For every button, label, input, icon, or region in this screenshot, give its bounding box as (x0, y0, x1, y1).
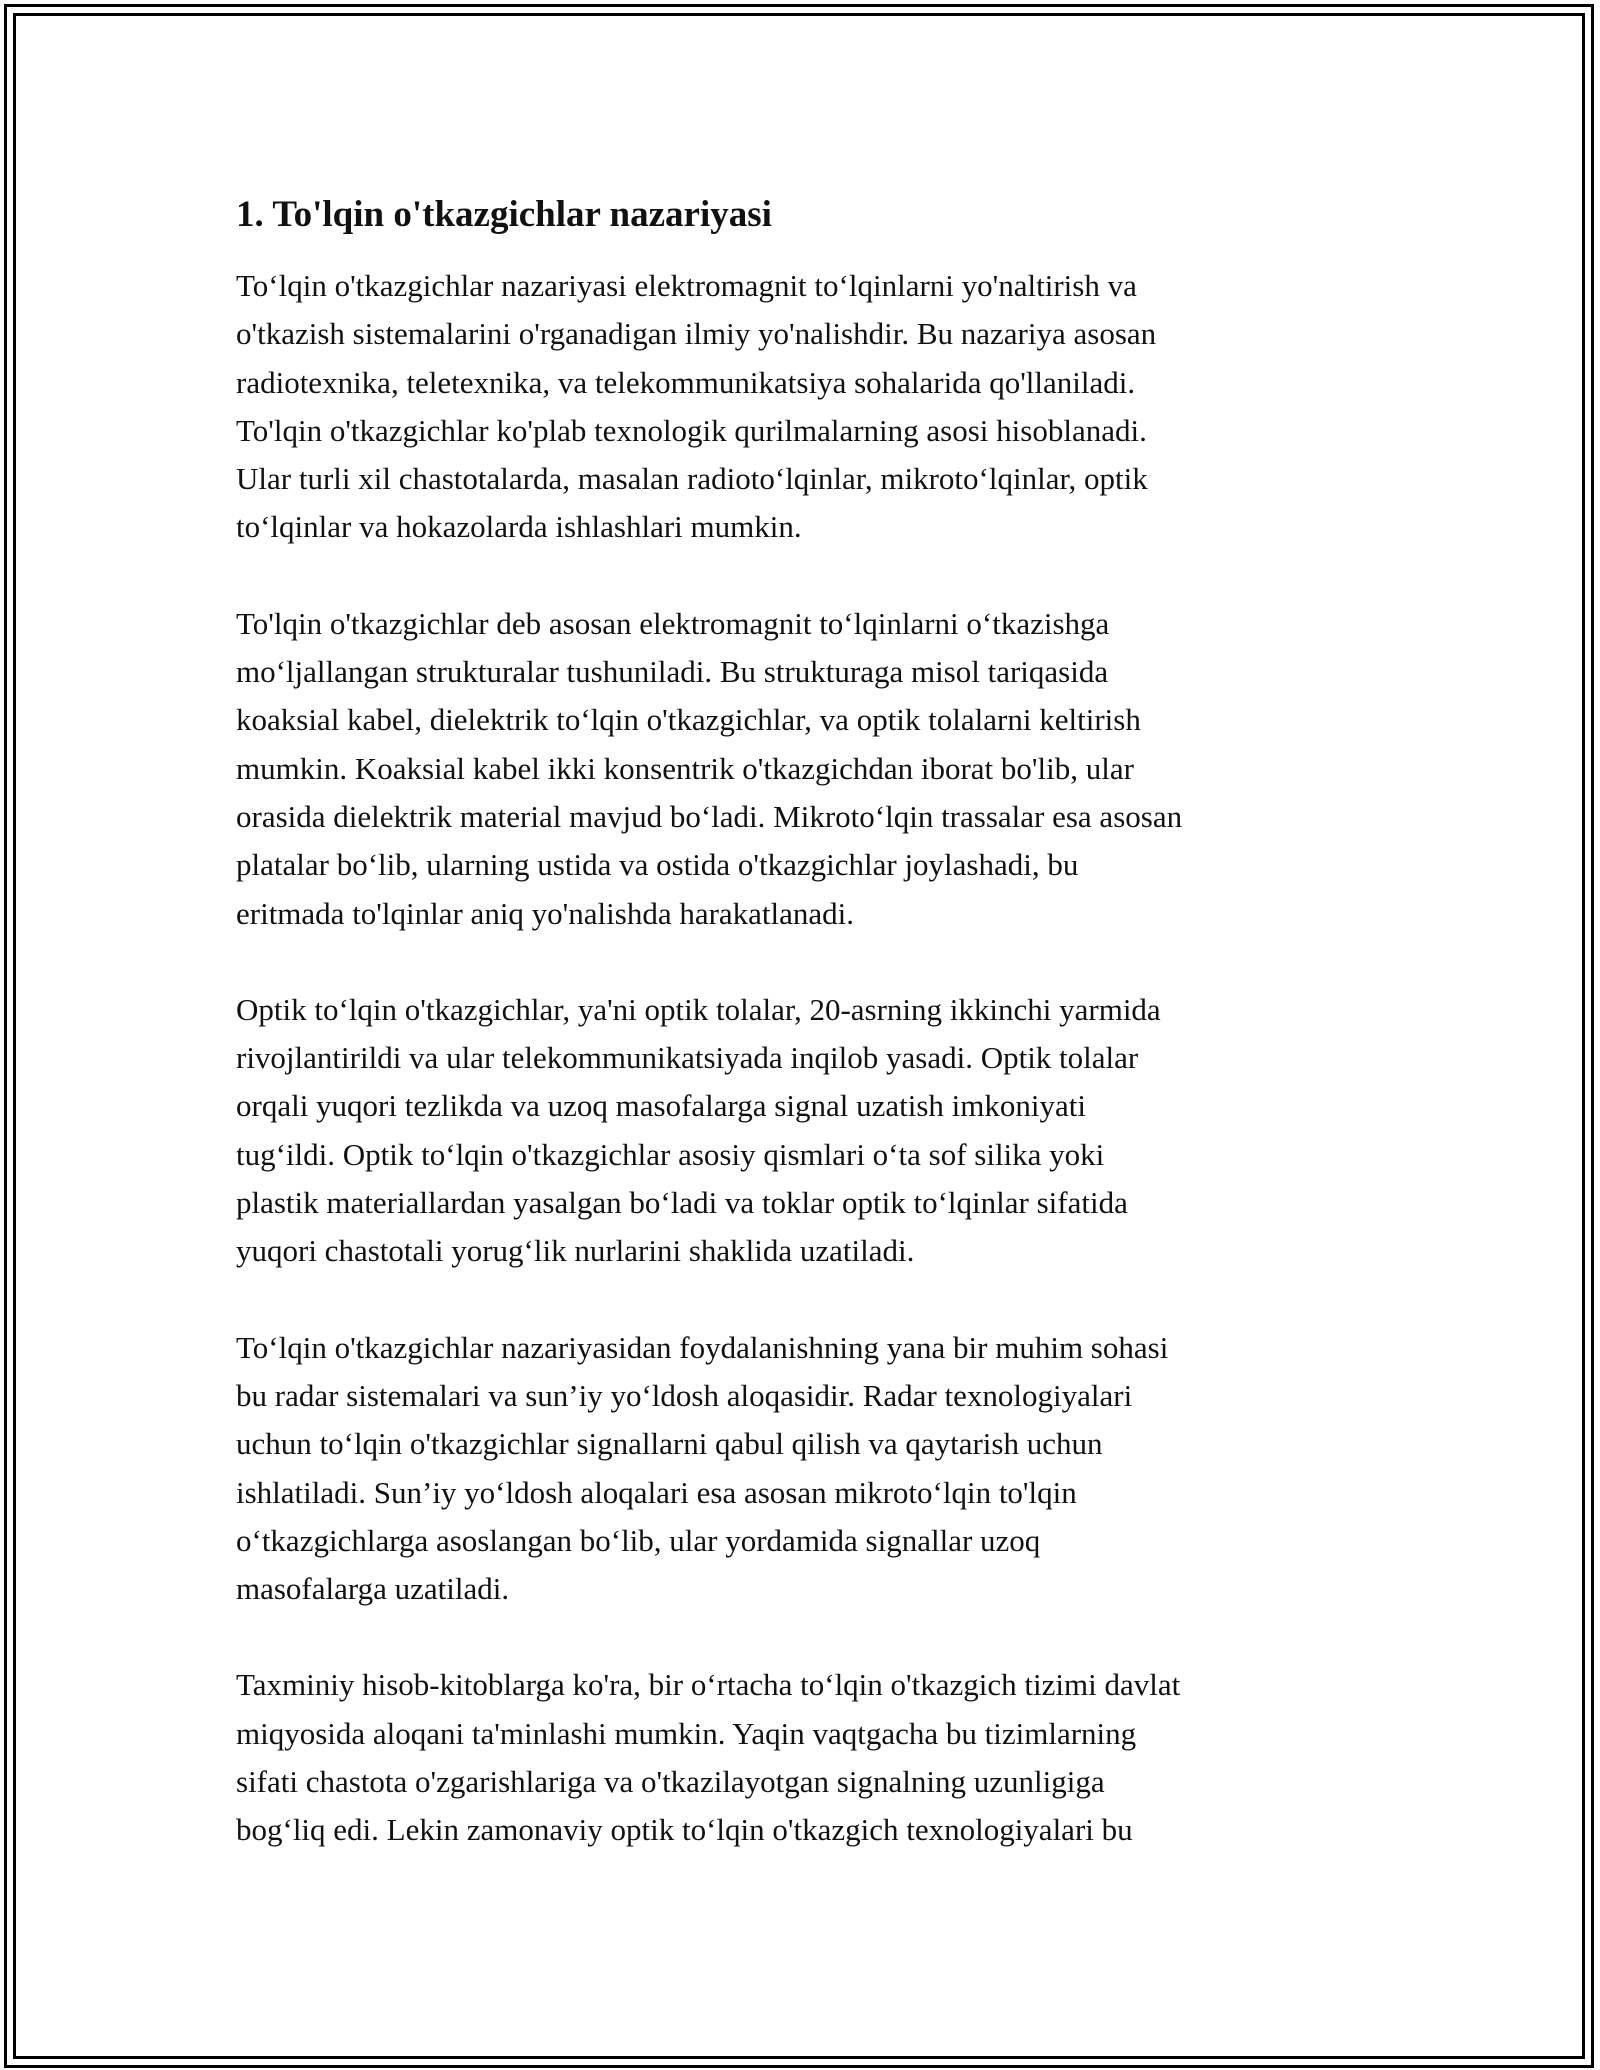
paragraph-line: uchun to‘lqin o'tkazgichlar signallarni qabul qilish va qaytarish uchun (236, 1426, 1103, 1462)
paragraph-line: masofalarga uzatiladi. (236, 1571, 510, 1607)
document-body (236, 188, 1366, 1903)
paragraph-line: platalar bo‘lib, ularning ustida va ostida o'tkazgichlar joylashadi, bu (236, 847, 1079, 883)
paragraph-line: mo‘ljallangan strukturalar tushuniladi. Bu strukturaga misol tariqasida (236, 654, 1109, 690)
paragraph-line: o‘tkazgichlarga asoslangan bo‘lib, ular yordamida signallar uzoq (236, 1522, 1041, 1558)
paragraph-line: To'lqin o'tkazgichlar ko'plab texnologik qurilmalarning asosi hisoblanadi. (236, 412, 1147, 448)
paragraph-3 (236, 986, 1366, 1276)
paragraph-line: bog‘liq edi. Lekin zamonaviy optik to‘lqin o'tkazgich texnologiyalari bu (236, 1812, 1133, 1848)
paragraph-line: eritmada to'lqinlar aniq yo'nalishda harakatlanadi. (236, 895, 855, 931)
paragraph-line: Taxminiy hisob-kitoblarga ko'ra, bir o‘rtacha to‘lqin o'tkazgich tizimi davlat (236, 1667, 1181, 1703)
paragraph-line: Ular turli xil chastotalarda, masalan radioto‘lqinlar, mikroto‘lqinlar, optik (236, 461, 1148, 497)
paragraph-line: orqali yuqori tezlikda va uzoq masofalarga signal uzatish imkoniyati (236, 1088, 1086, 1124)
paragraph-1 (236, 262, 1366, 552)
paragraph-line: ishlatiladi. Sun’iy yo‘ldosh aloqalari esa asosan mikroto‘lqin to'lqin (236, 1474, 1077, 1510)
paragraph-line: To‘lqin o'tkazgichlar nazariyasi elektromagnit to‘lqinlarni yo'naltirish va (236, 268, 1137, 303)
paragraph-2 (236, 600, 1366, 938)
paragraph-line: mumkin. Koaksial kabel ikki konsentrik o'tkazgichdan iborat bo'lib, ular (236, 750, 1134, 786)
paragraph-line: yuqori chastotali yorug‘lik nurlarini shaklida uzatiladi. (236, 1233, 915, 1269)
paragraph-line: o'tkazish sistemalarini o'rganadigan ilmiy yo'nalishdir. Bu nazariya asosan (236, 316, 1157, 352)
paragraph-line: rivojlantirildi va ular telekommunikatsiyada inqilob yasadi. Optik tolalar (236, 1040, 1139, 1076)
paragraph-line: koaksial kabel, dielektrik to‘lqin o'tkazgichlar, va optik tolalarni keltirish (236, 702, 1141, 738)
section-heading: 1. To'lqin o'tkazgichlar nazariyasi (236, 194, 772, 235)
paragraph-line: orasida dielektrik material mavjud bo‘ladi. Mikroto‘lqin trassalar esa asosan (236, 798, 1183, 834)
paragraph-line: To'lqin o'tkazgichlar deb asosan elektromagnit to‘lqinlarni o‘tkazishga (236, 605, 1110, 641)
paragraph-line: bu radar sistemalari va sun’iy yo‘ldosh aloqasidir. Radar texnologiyalari (236, 1377, 1133, 1413)
paragraph-line: to‘lqinlar va hokazolarda ishlashlari mumkin. (236, 509, 802, 545)
paragraph-line: sifati chastota o'zgarishlariga va o'tkazilayotgan signalning uzunligiga (236, 1764, 1105, 1800)
paragraph-line: Optik to‘lqin o'tkazgichlar, ya'ni optik tolalar, 20-asrning ikkinchi yarmida (236, 991, 1161, 1027)
paragraph-4 (236, 1324, 1366, 1614)
paragraph-line: To‘lqin o'tkazgichlar nazariyasidan foydalanishning yana bir muhim sohasi (236, 1329, 1169, 1365)
paragraph-5 (236, 1661, 1366, 1854)
paragraph-line: radiotexnika, teletexnika, va telekommunikatsiya sohalarida qo'llaniladi. (236, 364, 1136, 400)
paragraph-line: tug‘ildi. Optik to‘lqin o'tkazgichlar asosiy qismlari o‘ta sof silika yoki (236, 1136, 1105, 1172)
paragraph-line: miqyosida aloqani ta'minlashi mumkin. Yaqin vaqtgacha bu tizimlarning (236, 1715, 1137, 1751)
paragraph-line: plastik materiallardan yasalgan bo‘ladi va toklar optik to‘lqinlar sifatida (236, 1185, 1128, 1221)
